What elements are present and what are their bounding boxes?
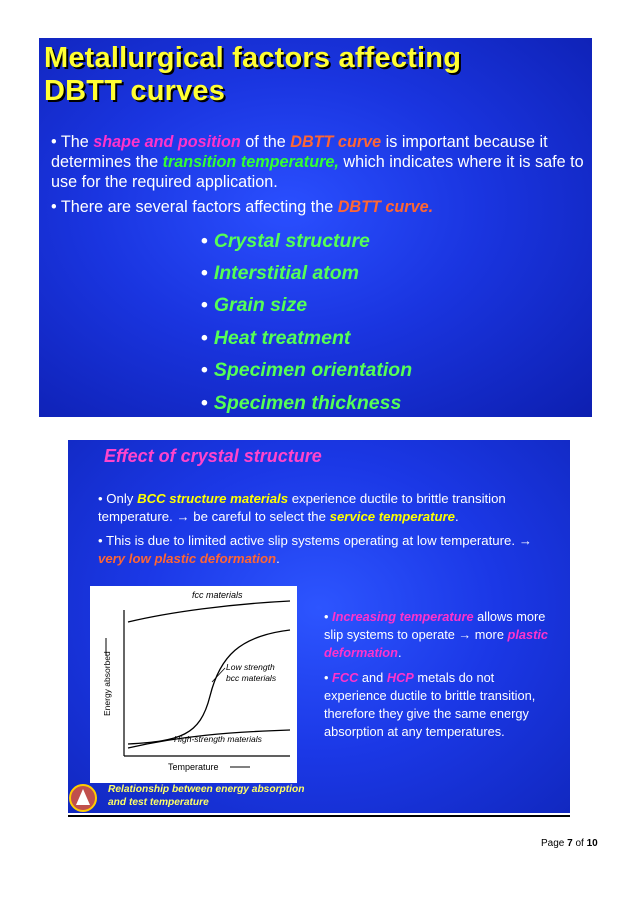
slide2-right-point-2: • FCC and HCP metals do not experience ductile to brittle transition, therefore they give the same energy absorption at any temperatures. bbox=[324, 670, 536, 739]
factor-item: • Specimen orientation bbox=[201, 359, 413, 381]
slide2-paragraph-2: • This is due to limited active slip systems operating at low temperature. → very low plastic deformation. bbox=[98, 533, 532, 566]
page-divider bbox=[68, 815, 570, 817]
energy-temperature-figure bbox=[90, 586, 297, 783]
slide1-title: Metallurgical factors affecting DBTT curves bbox=[44, 42, 462, 107]
fcc-label: fcc materials bbox=[192, 590, 243, 600]
page-number: Page 7 of 10 bbox=[541, 838, 598, 849]
low-strength-label-1: Low strength bbox=[226, 662, 275, 672]
slide-metallurgical-factors bbox=[39, 38, 592, 417]
fcc-curve bbox=[128, 601, 290, 622]
slide2-title: Effect of crystal structure bbox=[104, 446, 322, 466]
figure-caption: Relationship between energy absorption and test temperature bbox=[108, 784, 305, 808]
slide1-paragraph-2: • There are several factors affecting the DBTT curve. bbox=[51, 198, 434, 216]
factor-item: • Interstitial atom bbox=[201, 262, 360, 284]
slide-crystal-structure bbox=[68, 440, 570, 813]
energy-temperature-plot bbox=[90, 586, 297, 783]
slide2-right-point-1: • Increasing temperature allows more slip systems to operate → more plastic deformation. bbox=[324, 609, 549, 660]
factor-item: • Specimen thickness bbox=[201, 392, 402, 414]
low-strength-label-2: bcc materials bbox=[226, 673, 277, 683]
institution-logo-icon bbox=[68, 783, 98, 813]
factor-item: • Crystal structure bbox=[201, 230, 370, 252]
factor-item: • Heat treatment bbox=[201, 327, 351, 349]
y-axis-label: Energy absorbed bbox=[102, 651, 112, 716]
low-strength-leader bbox=[212, 668, 225, 682]
x-axis-label: Temperature bbox=[168, 762, 219, 772]
low-strength-bcc-curve bbox=[128, 630, 290, 744]
high-strength-label: High-strength materials bbox=[174, 734, 262, 744]
slide1-paragraph-1: • The shape and position of the DBTT curve is important because it determines the transition temperature, which indicates where it is safe to use for the required application. bbox=[51, 133, 584, 191]
slide2-paragraph-1: • Only BCC structure materials experience ductile to brittle transition temperature. → be careful to select the service temperature. bbox=[98, 491, 506, 524]
factor-item: • Grain size bbox=[201, 294, 308, 316]
